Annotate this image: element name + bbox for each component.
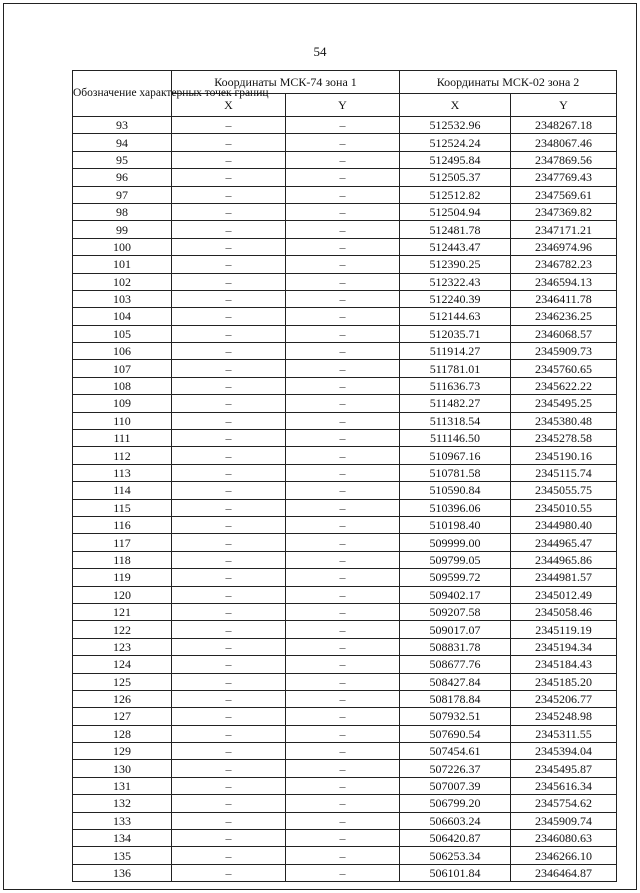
msk74-x-cell: – — [172, 412, 286, 429]
msk74-x-cell: – — [172, 638, 286, 655]
msk74-y-cell: – — [286, 430, 400, 447]
msk74-x-cell: – — [172, 795, 286, 812]
point-cell: 134 — [73, 830, 172, 847]
msk02-y-cell: 2347869.56 — [511, 151, 617, 168]
point-cell: 97 — [73, 186, 172, 203]
table-row — [73, 186, 617, 203]
msk02-x-cell: 512322.43 — [400, 273, 511, 290]
point-cell: 110 — [73, 412, 172, 429]
msk74-y-cell: – — [286, 169, 400, 186]
msk02-x-cell: 507690.54 — [400, 725, 511, 742]
msk02-y-cell: 2346236.25 — [511, 308, 617, 325]
msk02-y-cell: 2345909.74 — [511, 812, 617, 829]
msk02-x-cell: 512390.25 — [400, 256, 511, 273]
msk02-x-cell: 511636.73 — [400, 377, 511, 394]
point-cell: 135 — [73, 847, 172, 864]
msk02-x-cell: 511781.01 — [400, 360, 511, 377]
msk02-x-cell: 512532.96 — [400, 117, 511, 134]
msk02-x-cell: 510967.16 — [400, 447, 511, 464]
point-cell: 102 — [73, 273, 172, 290]
point-cell: 114 — [73, 482, 172, 499]
msk02-x-cell: 506603.24 — [400, 812, 511, 829]
msk74-x-cell: – — [172, 256, 286, 273]
msk74-x-cell: – — [172, 847, 286, 864]
msk02-x-cell: 507226.37 — [400, 760, 511, 777]
table-row — [73, 708, 617, 725]
point-cell: 132 — [73, 795, 172, 812]
table-row — [73, 621, 617, 638]
header-msk74: Координаты МСК-74 зона 1 — [172, 71, 400, 94]
msk74-x-cell: – — [172, 603, 286, 620]
table-row — [73, 482, 617, 499]
msk74-y-cell: – — [286, 656, 400, 673]
header-msk74-x: X — [172, 94, 286, 117]
msk74-x-cell: – — [172, 325, 286, 342]
table-row — [73, 134, 617, 151]
msk02-x-cell: 509999.00 — [400, 534, 511, 551]
msk02-y-cell: 2345311.55 — [511, 725, 617, 742]
msk74-y-cell: – — [286, 186, 400, 203]
point-cell: 129 — [73, 743, 172, 760]
msk74-y-cell: – — [286, 516, 400, 533]
point-cell: 108 — [73, 377, 172, 394]
msk02-y-cell: 2345616.34 — [511, 777, 617, 794]
msk74-x-cell: – — [172, 673, 286, 690]
msk74-y-cell: – — [286, 725, 400, 742]
point-cell: 123 — [73, 638, 172, 655]
msk74-y-cell: – — [286, 308, 400, 325]
msk02-x-cell: 506799.20 — [400, 795, 511, 812]
msk74-x-cell: – — [172, 499, 286, 516]
msk74-x-cell: – — [172, 308, 286, 325]
table-row — [73, 117, 617, 134]
msk02-x-cell: 507932.51 — [400, 708, 511, 725]
msk74-y-cell: – — [286, 203, 400, 220]
table-row — [73, 656, 617, 673]
msk74-y-cell: – — [286, 603, 400, 620]
point-cell: 115 — [73, 499, 172, 516]
msk02-y-cell: 2345206.77 — [511, 690, 617, 707]
table-row — [73, 360, 617, 377]
point-cell: 93 — [73, 117, 172, 134]
msk74-x-cell: – — [172, 621, 286, 638]
table-row — [73, 464, 617, 481]
msk02-y-cell: 2345278.58 — [511, 430, 617, 447]
msk74-x-cell: – — [172, 656, 286, 673]
point-cell: 136 — [73, 864, 172, 881]
msk02-x-cell: 508831.78 — [400, 638, 511, 655]
msk02-x-cell: 512240.39 — [400, 290, 511, 307]
msk74-y-cell: – — [286, 638, 400, 655]
table-row — [73, 308, 617, 325]
msk74-x-cell: – — [172, 708, 286, 725]
msk02-y-cell: 2344981.57 — [511, 569, 617, 586]
msk74-y-cell: – — [286, 690, 400, 707]
point-cell: 99 — [73, 221, 172, 238]
msk02-y-cell: 2345058.46 — [511, 603, 617, 620]
header-msk02: Координаты МСК-02 зона 2 — [400, 71, 617, 94]
table-row — [73, 221, 617, 238]
table-row — [73, 760, 617, 777]
msk74-x-cell: – — [172, 238, 286, 255]
point-cell: 109 — [73, 395, 172, 412]
msk74-x-cell: – — [172, 586, 286, 603]
msk74-y-cell: – — [286, 377, 400, 394]
point-cell: 125 — [73, 673, 172, 690]
msk74-x-cell: – — [172, 690, 286, 707]
msk02-y-cell: 2345394.04 — [511, 743, 617, 760]
msk02-y-cell: 2345380.48 — [511, 412, 617, 429]
point-cell: 104 — [73, 308, 172, 325]
msk02-y-cell: 2346782.23 — [511, 256, 617, 273]
table-row — [73, 499, 617, 516]
table-row — [73, 256, 617, 273]
table-row — [73, 343, 617, 360]
msk02-y-cell: 2345760.65 — [511, 360, 617, 377]
msk02-x-cell: 512495.84 — [400, 151, 511, 168]
table-row — [73, 151, 617, 168]
msk02-x-cell: 512144.63 — [400, 308, 511, 325]
msk74-y-cell: – — [286, 847, 400, 864]
table-row — [73, 516, 617, 533]
point-cell: 124 — [73, 656, 172, 673]
msk74-y-cell: – — [286, 256, 400, 273]
table-row — [73, 830, 617, 847]
msk74-y-cell: – — [286, 812, 400, 829]
msk74-x-cell: – — [172, 203, 286, 220]
table-row — [73, 430, 617, 447]
msk74-y-cell: – — [286, 325, 400, 342]
point-cell: 133 — [73, 812, 172, 829]
table-row — [73, 203, 617, 220]
point-cell: 122 — [73, 621, 172, 638]
header-point-label: Обозначение характерных точек границ — [73, 71, 172, 117]
msk74-x-cell: – — [172, 551, 286, 568]
msk74-x-cell: – — [172, 273, 286, 290]
msk74-y-cell: – — [286, 360, 400, 377]
table-row — [73, 743, 617, 760]
msk02-x-cell: 506420.87 — [400, 830, 511, 847]
msk74-y-cell: – — [286, 464, 400, 481]
msk02-y-cell: 2346974.96 — [511, 238, 617, 255]
msk74-x-cell: – — [172, 534, 286, 551]
point-cell: 101 — [73, 256, 172, 273]
msk02-y-cell: 2346594.13 — [511, 273, 617, 290]
point-cell: 98 — [73, 203, 172, 220]
msk02-y-cell: 2345754.62 — [511, 795, 617, 812]
table-row — [73, 603, 617, 620]
header-msk74-y: Y — [286, 94, 400, 117]
table-row — [73, 412, 617, 429]
msk74-y-cell: – — [286, 586, 400, 603]
point-cell: 105 — [73, 325, 172, 342]
msk02-x-cell: 511146.50 — [400, 430, 511, 447]
msk02-x-cell: 509207.58 — [400, 603, 511, 620]
msk74-y-cell: – — [286, 569, 400, 586]
msk02-x-cell: 511482.27 — [400, 395, 511, 412]
table-row — [73, 447, 617, 464]
msk74-y-cell: – — [286, 743, 400, 760]
msk74-y-cell: – — [286, 134, 400, 151]
table-row — [73, 812, 617, 829]
msk02-x-cell: 509599.72 — [400, 569, 511, 586]
msk02-y-cell: 2345185.20 — [511, 673, 617, 690]
msk74-y-cell: – — [286, 673, 400, 690]
msk74-x-cell: – — [172, 830, 286, 847]
point-cell: 103 — [73, 290, 172, 307]
msk02-x-cell: 510781.58 — [400, 464, 511, 481]
msk74-y-cell: – — [286, 447, 400, 464]
msk74-y-cell: – — [286, 273, 400, 290]
msk02-y-cell: 2345909.73 — [511, 343, 617, 360]
msk74-x-cell: – — [172, 377, 286, 394]
msk74-y-cell: – — [286, 151, 400, 168]
msk02-y-cell: 2345119.19 — [511, 621, 617, 638]
table-row — [73, 777, 617, 794]
msk02-x-cell: 509799.05 — [400, 551, 511, 568]
header-msk02-y: Y — [511, 94, 617, 117]
point-cell: 113 — [73, 464, 172, 481]
table-row — [73, 534, 617, 551]
msk02-x-cell: 512505.37 — [400, 169, 511, 186]
msk02-y-cell: 2345055.75 — [511, 482, 617, 499]
msk02-y-cell: 2346411.78 — [511, 290, 617, 307]
msk02-y-cell: 2347569.61 — [511, 186, 617, 203]
table-row — [73, 290, 617, 307]
msk02-x-cell: 509402.17 — [400, 586, 511, 603]
msk02-y-cell: 2346080.63 — [511, 830, 617, 847]
point-cell: 116 — [73, 516, 172, 533]
msk74-x-cell: – — [172, 743, 286, 760]
page-number: 54 — [313, 44, 327, 59]
msk02-y-cell: 2345495.25 — [511, 395, 617, 412]
msk02-x-cell: 512035.71 — [400, 325, 511, 342]
msk74-y-cell: – — [286, 499, 400, 516]
point-cell: 126 — [73, 690, 172, 707]
point-cell: 100 — [73, 238, 172, 255]
point-cell: 95 — [73, 151, 172, 168]
msk74-y-cell: – — [286, 343, 400, 360]
msk74-x-cell: – — [172, 777, 286, 794]
msk74-x-cell: – — [172, 134, 286, 151]
msk02-y-cell: 2346266.10 — [511, 847, 617, 864]
msk74-y-cell: – — [286, 412, 400, 429]
msk74-y-cell: – — [286, 621, 400, 638]
point-cell: 107 — [73, 360, 172, 377]
msk74-x-cell: – — [172, 516, 286, 533]
msk74-x-cell: – — [172, 151, 286, 168]
point-cell: 128 — [73, 725, 172, 742]
msk02-y-cell: 2345190.16 — [511, 447, 617, 464]
table-row — [73, 864, 617, 881]
msk74-x-cell: – — [172, 864, 286, 881]
msk02-y-cell: 2348067.46 — [511, 134, 617, 151]
msk74-y-cell: – — [286, 534, 400, 551]
msk74-x-cell: – — [172, 360, 286, 377]
point-cell: 119 — [73, 569, 172, 586]
point-cell: 106 — [73, 343, 172, 360]
header-msk02-x: X — [400, 94, 511, 117]
msk02-x-cell: 510198.40 — [400, 516, 511, 533]
table-row — [73, 395, 617, 412]
msk74-x-cell: – — [172, 725, 286, 742]
point-cell: 131 — [73, 777, 172, 794]
point-cell: 120 — [73, 586, 172, 603]
msk02-y-cell: 2345194.34 — [511, 638, 617, 655]
table-row — [73, 638, 617, 655]
table-row — [73, 325, 617, 342]
msk02-x-cell: 510590.84 — [400, 482, 511, 499]
msk74-x-cell: – — [172, 447, 286, 464]
table-row — [73, 169, 617, 186]
msk74-y-cell: – — [286, 482, 400, 499]
msk74-x-cell: – — [172, 812, 286, 829]
msk74-x-cell: – — [172, 760, 286, 777]
msk74-x-cell: – — [172, 186, 286, 203]
msk74-x-cell: – — [172, 221, 286, 238]
table-row — [73, 569, 617, 586]
table-row — [73, 586, 617, 603]
msk02-x-cell: 512504.94 — [400, 203, 511, 220]
table-body — [73, 117, 617, 882]
coordinates-table — [72, 70, 617, 882]
msk02-x-cell: 510396.06 — [400, 499, 511, 516]
msk74-y-cell: – — [286, 290, 400, 307]
table-row — [73, 847, 617, 864]
msk02-x-cell: 507454.61 — [400, 743, 511, 760]
msk74-x-cell: – — [172, 290, 286, 307]
point-cell: 127 — [73, 708, 172, 725]
msk02-x-cell: 512443.47 — [400, 238, 511, 255]
msk02-y-cell: 2347769.43 — [511, 169, 617, 186]
msk74-y-cell: – — [286, 864, 400, 881]
point-cell: 130 — [73, 760, 172, 777]
msk02-y-cell: 2346068.57 — [511, 325, 617, 342]
msk02-y-cell: 2345115.74 — [511, 464, 617, 481]
msk74-x-cell: – — [172, 169, 286, 186]
msk74-y-cell: – — [286, 395, 400, 412]
point-cell: 111 — [73, 430, 172, 447]
msk74-x-cell: – — [172, 482, 286, 499]
msk74-x-cell: – — [172, 395, 286, 412]
msk02-x-cell: 508178.84 — [400, 690, 511, 707]
point-cell: 118 — [73, 551, 172, 568]
table-row — [73, 795, 617, 812]
point-cell: 117 — [73, 534, 172, 551]
msk74-y-cell: – — [286, 795, 400, 812]
table-row — [73, 273, 617, 290]
point-cell: 96 — [73, 169, 172, 186]
msk02-y-cell: 2344980.40 — [511, 516, 617, 533]
table-row — [73, 238, 617, 255]
msk02-y-cell: 2345248.98 — [511, 708, 617, 725]
msk02-x-cell: 507007.39 — [400, 777, 511, 794]
msk02-x-cell: 511914.27 — [400, 343, 511, 360]
msk02-y-cell: 2345495.87 — [511, 760, 617, 777]
point-cell: 121 — [73, 603, 172, 620]
msk74-y-cell: – — [286, 708, 400, 725]
msk02-y-cell: 2347369.82 — [511, 203, 617, 220]
table-row — [73, 725, 617, 742]
msk74-x-cell: – — [172, 569, 286, 586]
msk02-y-cell: 2344965.86 — [511, 551, 617, 568]
table-row — [73, 551, 617, 568]
msk74-y-cell: – — [286, 830, 400, 847]
msk02-y-cell: 2345012.49 — [511, 586, 617, 603]
msk02-x-cell: 512512.82 — [400, 186, 511, 203]
msk02-x-cell: 509017.07 — [400, 621, 511, 638]
msk02-x-cell: 508677.76 — [400, 656, 511, 673]
msk02-x-cell: 506253.34 — [400, 847, 511, 864]
msk74-y-cell: – — [286, 117, 400, 134]
msk02-x-cell: 512524.24 — [400, 134, 511, 151]
msk02-y-cell: 2345010.55 — [511, 499, 617, 516]
msk02-y-cell: 2344965.47 — [511, 534, 617, 551]
msk02-y-cell: 2348267.18 — [511, 117, 617, 134]
msk02-y-cell: 2346464.87 — [511, 864, 617, 881]
point-cell: 112 — [73, 447, 172, 464]
msk74-y-cell: – — [286, 777, 400, 794]
msk02-x-cell: 511318.54 — [400, 412, 511, 429]
msk02-y-cell: 2345622.22 — [511, 377, 617, 394]
msk02-x-cell: 506101.84 — [400, 864, 511, 881]
msk02-y-cell: 2347171.21 — [511, 221, 617, 238]
msk02-y-cell: 2345184.43 — [511, 656, 617, 673]
msk74-x-cell: – — [172, 343, 286, 360]
table-row — [73, 690, 617, 707]
msk02-x-cell: 508427.84 — [400, 673, 511, 690]
table-row — [73, 673, 617, 690]
msk74-y-cell: – — [286, 221, 400, 238]
point-cell: 94 — [73, 134, 172, 151]
msk74-x-cell: – — [172, 464, 286, 481]
table-row — [73, 377, 617, 394]
msk02-x-cell: 512481.78 — [400, 221, 511, 238]
msk74-x-cell: – — [172, 430, 286, 447]
msk74-x-cell: – — [172, 117, 286, 134]
msk74-y-cell: – — [286, 551, 400, 568]
msk74-y-cell: – — [286, 760, 400, 777]
msk74-y-cell: – — [286, 238, 400, 255]
